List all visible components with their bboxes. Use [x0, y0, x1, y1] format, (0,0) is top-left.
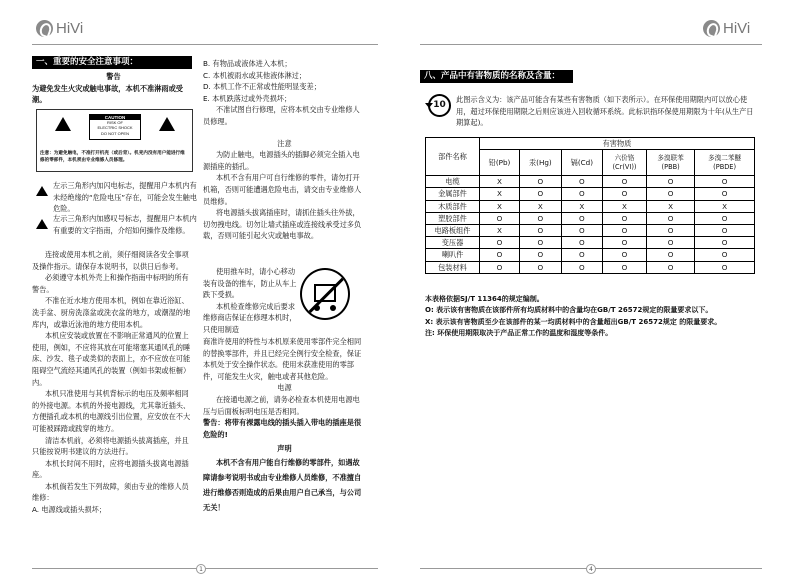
paragraph: 本机应安装或放置在不影响正常通风的位置上使用，例如，不应将其放在可能堵塞其通风孔的睡床、沙发、毯子或类似的表面上，亦不应放在可能阻碍空气流经其通风孔的装置（例如书架或柜橱）内。 — [32, 331, 191, 387]
paragraph: 本机长时间不用时，应将电源插头拔离电源插座。 — [32, 458, 189, 480]
inspect-text-cont: 商准许使用的特性与本机原来使用零部件完全相同的替换零部件，并且已经完全例行安全检查，保证本机处于安全操作状态。使用未获准使用的零部件，可能发生火灾，触电或者其他危险。 — [203, 337, 362, 381]
warning-heading: 警告 — [106, 72, 121, 81]
cart-text-block — [203, 266, 298, 336]
hazard-value-cell: O — [602, 261, 646, 273]
hazard-value-cell: O — [561, 188, 602, 200]
hazard-value-cell: X — [480, 176, 520, 188]
paragraph: 必须遵守本机外壳上和操作指南中标明的所有警告。 — [32, 273, 189, 294]
hazard-value-cell: O — [561, 212, 602, 224]
paragraph: 为防止触电，电源插头的插脚必须完全插入电源插座的插孔。 — [203, 150, 360, 171]
table-row — [426, 224, 755, 236]
hazard-value-cell: O — [695, 188, 755, 200]
lightning-triangle-icon — [36, 186, 48, 196]
header-rule-left — [32, 44, 378, 45]
table-row — [426, 249, 755, 261]
hazard-value-cell: O — [561, 224, 602, 236]
hazard-value-cell: O — [561, 261, 602, 273]
hazard-value-cell: O — [602, 188, 646, 200]
caution-text: 注意：为避免触电，不准打开机壳（或后背）。机壳内没有用户能进行维修的零部件，本机须由专业维修人员修理。 — [40, 151, 185, 163]
col-header: 铅(Pb) — [480, 150, 520, 176]
eco-logo-desc: 此图示含义为：该产品可能含有某些有害物质（如下表所示）。在环保使用期限内可以放心使用，超过环保使用期限之后则应该进入回收循环系统。此标识指环保使用期限为十年(从生产日期算起)。 — [456, 95, 754, 128]
fault-item: D. 本机工作不正常或性能明显变差； — [203, 82, 321, 92]
hazard-value-cell: O — [647, 188, 695, 200]
brand-text: HiVi — [723, 20, 751, 37]
brand-logo-right — [703, 20, 750, 37]
hazard-value-cell: X — [695, 200, 755, 212]
table-row — [426, 200, 755, 212]
hazard-value-cell: O — [561, 237, 602, 249]
part-name-cell: 木质部件 — [426, 200, 480, 212]
eco-logo-text — [456, 94, 756, 129]
table-row — [426, 237, 755, 249]
hazard-value-cell: O — [519, 212, 561, 224]
cart-warning-text: 使用推车时，请小心移动装有设备的推车，防止从车上跌下受损。 — [203, 267, 297, 300]
paragraph: 将电源插头拔离插座时，请抓住插头往外拔，切勿拽电线。切勿让墙式插座或连接线承受过多负载，否则可能引起火灾或触电事故。 — [203, 208, 362, 241]
hazard-value-cell: X — [647, 200, 695, 212]
hazard-value-cell: O — [695, 212, 755, 224]
hazard-value-cell: X — [480, 200, 520, 212]
caution-line: RISK OF — [106, 120, 123, 126]
table-notes — [425, 294, 755, 340]
hazard-value-cell: O — [647, 237, 695, 249]
hazard-value-cell: O — [647, 176, 695, 188]
warning-block — [32, 71, 195, 106]
middle-bottom — [203, 336, 366, 515]
hazard-value-cell: O — [602, 224, 646, 236]
fault-item: B. 有物品或液体进入本机； — [203, 59, 292, 68]
paragraph: 清洁本机前，必须将电源插头拔离插座，并且只能按说明书建议的方法进行。 — [32, 435, 189, 457]
header-rule-right — [420, 44, 762, 45]
hazard-value-cell: O — [647, 261, 695, 273]
table-header-group: 有害物质 — [480, 138, 755, 150]
caution-title: CAUTION — [90, 115, 140, 120]
note-item: O: 表示该有害物质在该部件所有均质材料中的含量均在GB/T 26572规定的限量要求以下。 — [425, 306, 713, 315]
hazard-value-cell: X — [561, 200, 602, 212]
note-item: X: 表示该有害物质至少在该部件的某一均质材料中的含量超出GB/T 26572规定 的限量要求。 — [425, 317, 722, 326]
col-header-cr: 六价铬 (Cr(VI)) — [602, 150, 646, 176]
hazard-value-cell: O — [602, 249, 646, 261]
hazard-value-cell: O — [480, 237, 520, 249]
note-item: 注: 环保使用期限取决于产品正常工作的温度和湿度等条件。 — [425, 329, 613, 338]
col-header: 汞(Hg) — [519, 150, 561, 176]
paragraph: 不准在近水地方使用本机，例如在靠近浴缸、洗手盆、厨房洗涤盆或洗衣盆的地方，或潮湿的地库内，或靠近泳池的地方使用本机。 — [32, 296, 191, 329]
hazard-value-cell: O — [695, 224, 755, 236]
inspect-text: 本机检查维修完成后要求维修商店保证在修理本机时，只使用制造 — [203, 301, 297, 334]
table-row — [426, 176, 755, 188]
hazard-value-cell: O — [519, 249, 561, 261]
fault-item: C. 本机被雨水或其他液体淋过； — [203, 70, 307, 80]
part-name-cell: 喇叭件 — [426, 249, 480, 261]
safety-paragraphs — [32, 249, 195, 516]
warning-intro: 为避免发生火灾或触电事故，本机不准淋雨或受潮。 — [32, 83, 183, 105]
caution-line: ELECTRIC SHOCK — [97, 125, 133, 131]
hazard-value-cell: O — [695, 176, 755, 188]
part-name-cell: 包装材料 — [426, 261, 480, 273]
power-warning: 警告：将带有裸露电线的插头插入带电的插座是很危险的! — [203, 418, 362, 439]
middle-top — [203, 58, 366, 242]
paragraph: 连接或使用本机之前，须仔细阅读各安全事项及操作指示。请保存本说明书，以供日后参考。 — [32, 250, 189, 271]
caution-label — [36, 109, 193, 172]
hazard-value-cell: O — [647, 249, 695, 261]
hazard-value-cell: O — [519, 224, 561, 236]
part-name-cell: 塑胶部件 — [426, 212, 480, 224]
part-name-cell: 电缆 — [426, 176, 480, 188]
exclamation-warning-icon — [159, 117, 175, 131]
hazard-table — [425, 137, 755, 274]
hazard-value-cell: X — [480, 224, 520, 236]
hazard-value-cell: O — [695, 249, 755, 261]
power-text: 在接通电源之前，请务必检查本机使用电源电压与后面板标明电压是否相同。 — [203, 394, 360, 416]
hazard-value-cell: O — [519, 188, 561, 200]
hazard-value-cell: O — [695, 237, 755, 249]
declare-heading: 声明 — [277, 444, 292, 454]
lightning-note-text: 左示三角形内加闪电标志，提醒用户本机内有未经绝缘的“危险电压”存在，可能会发生触电危险。 — [53, 181, 198, 214]
fault-item: E. 本机跌落过或外壳损坏； — [203, 93, 292, 103]
fault-note: 不准试图自行修理，应将本机交由专业维修人员修理。 — [203, 105, 360, 126]
paragraph: 本机只准使用与其机背标示的电压及频率相同的外接电源。本机的外接电源线，尤其靠近插头、方便插孔或本机的电源线引出位置，应安放在不大可能被踩踏或践穿的地方。 — [32, 389, 191, 433]
hazard-value-cell: O — [480, 249, 520, 261]
part-name-cell: 金属部件 — [426, 188, 480, 200]
brand-logo-left — [36, 20, 83, 37]
hazard-value-cell: O — [519, 261, 561, 273]
hazard-value-cell: O — [519, 176, 561, 188]
cart-tipover-icon — [300, 268, 350, 320]
hivi-logo-icon — [36, 20, 53, 37]
caution-line: DO NOT OPEN — [101, 130, 129, 136]
hazard-value-cell: O — [519, 237, 561, 249]
declare-text: 本机不含有用户能自行维修的零部件，如遇故障请参考说明书或由专业维修人员维修，不准擅自进行维修否则造成的后果由用户自己承当，与公司无关！ — [203, 457, 362, 512]
paragraph: 本机不含有用户可自行维修的零件，请勿打开机箱，否则可能遭遇危险电击，请交由专业维修人员维修。 — [203, 173, 362, 206]
hazard-value-cell: O — [695, 261, 755, 273]
part-name-cell: 电路板组件 — [426, 224, 480, 236]
note-heading: 注意 — [277, 138, 292, 148]
exclaim-note-text: 左示三角形内加感叹号标志，提醒用户本机内有重要的文字指南，介绍如何操作及维修。 — [53, 214, 197, 235]
section-title-safety: 一、重要的安全注意事项： — [32, 56, 192, 69]
hazard-value-cell: O — [561, 176, 602, 188]
brand-text: HiVi — [56, 20, 84, 37]
hazard-value-cell: O — [602, 237, 646, 249]
hazard-value-cell: X — [602, 200, 646, 212]
table-row — [426, 212, 755, 224]
hazard-value-cell: O — [647, 212, 695, 224]
lightning-warning-icon — [55, 117, 71, 131]
table-row — [426, 261, 755, 273]
exclamation-triangle-icon — [36, 219, 48, 229]
hazard-value-cell: O — [480, 261, 520, 273]
page-number: 1 — [196, 564, 206, 574]
table-row — [426, 188, 755, 200]
page-number: 4 — [586, 564, 596, 574]
part-name-cell: 变压器 — [426, 237, 480, 249]
eco-period-10-icon — [428, 94, 451, 117]
col-header-pbde: 多溴二苯醚 (PBDE) — [695, 150, 755, 176]
table-header-part: 部件名称 — [426, 138, 480, 176]
caution-box — [89, 114, 141, 140]
hazard-value-cell: O — [602, 176, 646, 188]
hazard-value-cell: X — [519, 200, 561, 212]
hazard-value-cell: X — [480, 188, 520, 200]
hazard-value-cell: O — [647, 224, 695, 236]
section-title-hazard: 八、产品中有害物质的名称及含量： — [420, 70, 573, 83]
lightning-note — [36, 180, 199, 215]
hazard-value-cell: O — [480, 212, 520, 224]
hivi-logo-icon — [703, 20, 720, 37]
paragraph: 本机倘若发生下列故障，须由专业的维修人员维修： — [32, 481, 189, 503]
hazard-value-cell: O — [561, 249, 602, 261]
fault-item: A. 电源线或插头损坏； — [32, 505, 107, 515]
hazard-value-cell: O — [602, 212, 646, 224]
col-header-pbb: 多溴联苯 (PBB) — [647, 150, 695, 176]
power-heading: 电源 — [277, 383, 292, 393]
exclaim-note — [36, 213, 199, 236]
col-header: 镉(Cd) — [561, 150, 602, 176]
eco-period-number: 10 — [433, 100, 446, 110]
note-item: 本表格依据SJ/T 11364的规定编制。 — [425, 295, 544, 303]
